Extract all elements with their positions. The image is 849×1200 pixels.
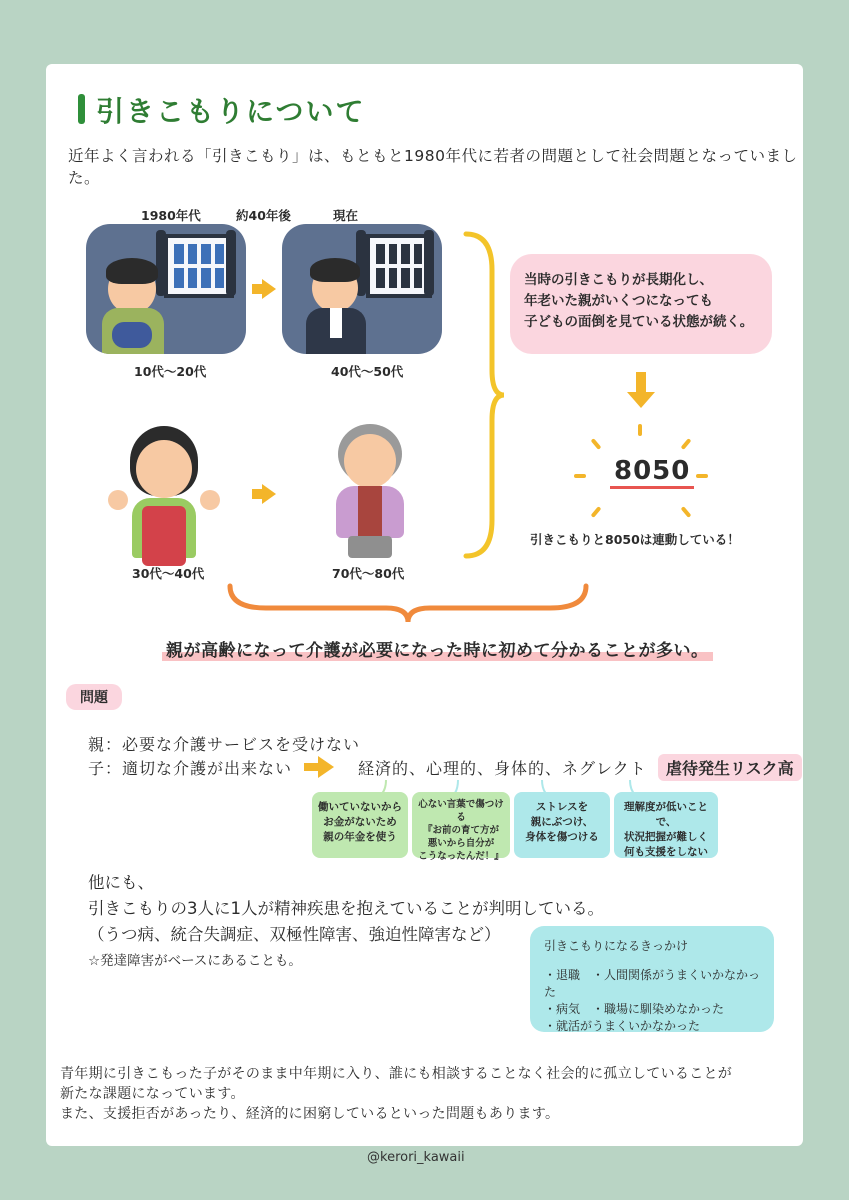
author-credit: @kerori_kawaii (367, 1150, 465, 1165)
infographic-card (46, 64, 803, 1146)
problems-tag: 問題 (66, 684, 122, 710)
age-label-child-old: 40代～50代 (331, 364, 404, 379)
bottom-brace-icon (226, 578, 590, 624)
intro-text: 近年よく言われる「引きこもり」は、もともと1980年代に若者の問題として社会問題となっていました。 (68, 147, 798, 187)
trigger-row-2: ・病気 ・職場に馴染めなかった (544, 1002, 725, 1016)
elderly-woman-icon (344, 434, 396, 488)
other-line-4: ☆発達障害がベースにあることも。 (88, 953, 302, 969)
summary-highlight: 親が高齢になって介護が必要になった時に初めて分かることが多い。 (162, 636, 713, 661)
mother-icon (136, 440, 192, 498)
arrow-stem (252, 284, 262, 294)
closing-text (60, 1064, 800, 1124)
arrow-stem (304, 763, 318, 771)
callout-line-3: 子どもの面倒を見ている状態が続く。 (524, 314, 754, 330)
other-line-1: 他にも、 (88, 873, 154, 892)
illustration-child-young (86, 224, 246, 354)
callout-line-2: 年老いた親がいくつになっても (524, 293, 713, 309)
era-label-gap: 約40年後 (236, 208, 291, 223)
closing-line-2: 新たな課題になっています。 (60, 1086, 245, 1102)
closing-line-3: また、支援拒否があったり、経済的に困窮しているといった問題もあります。 (60, 1106, 560, 1122)
closing-line-1: 青年期に引きこもった子がそのまま中年期に入り、誰にも相談することなく社会的に孤立していることが (60, 1066, 733, 1082)
child-problem: 子：適切な介護が出来ない (88, 759, 293, 778)
era-label-now: 現在 (333, 208, 359, 223)
abuse-types: 経済的、心理的、身体的、ネグレクト (358, 759, 647, 778)
callout-line-1: 当時の引きこもりが長期化し、 (524, 272, 713, 288)
age-label-parent-young: 30代～40代 (132, 566, 205, 581)
physical-abuse-box: ストレスを 親にぶつけ、 身体を傷つける (514, 792, 610, 858)
other-line-3: （うつ病、統合失調症、双極性障害、強迫性障害など） (88, 925, 501, 944)
illustration-child-middle-aged (282, 224, 442, 354)
age-label-child-young: 10代～20代 (134, 364, 207, 379)
down-arrow-icon (627, 392, 655, 408)
arrow-stem (252, 489, 262, 499)
page-title: 引きこもりについて (96, 95, 366, 128)
window-icon (366, 234, 432, 298)
other-line-2: 引きこもりの3人に1人が精神疾患を抱えていることが判明している。 (88, 899, 604, 918)
illustration-parent-young (106, 426, 222, 564)
era-label-1980: 1980年代 (141, 208, 201, 223)
triggers-box (530, 926, 774, 1032)
down-arrow-stem (636, 372, 646, 394)
window-icon (164, 234, 234, 298)
long-term-callout (510, 254, 772, 354)
psychological-abuse-box: 心ない言葉で傷つける 『お前の育て方が 悪いから自分が こうなったんだ！』 (412, 792, 510, 858)
other-facts (88, 870, 604, 974)
trigger-row-1: ・退職 ・人間関係がうまくいかなかった (544, 968, 761, 999)
trigger-row-3: ・就活がうまくいかなかった (544, 1019, 701, 1033)
abuse-risk-badge: 虐待発生リスク高 (658, 754, 802, 781)
link-caption: 引きこもりと8050は連動している！ (530, 532, 740, 547)
right-arrow-icon (318, 756, 334, 778)
right-arrow-icon (262, 484, 276, 504)
title-accent-bar (78, 94, 85, 124)
age-label-parent-old: 70代～80代 (332, 566, 405, 581)
parent-problem: 親：必要な介護サービスを受けない (88, 735, 361, 754)
right-brace-icon (460, 230, 506, 560)
economic-abuse-box: 働いていないから お金がないため 親の年金を使う (312, 792, 408, 858)
neglect-box: 理解度が低いことで、 状況把握が難しく 何も支援をしない (614, 792, 718, 858)
illustration-parent-elderly (330, 424, 410, 564)
triggers-title: 引きこもりになるきっかけ (544, 939, 689, 953)
number-8050: 8050 (610, 456, 694, 489)
right-arrow-icon (262, 279, 276, 299)
